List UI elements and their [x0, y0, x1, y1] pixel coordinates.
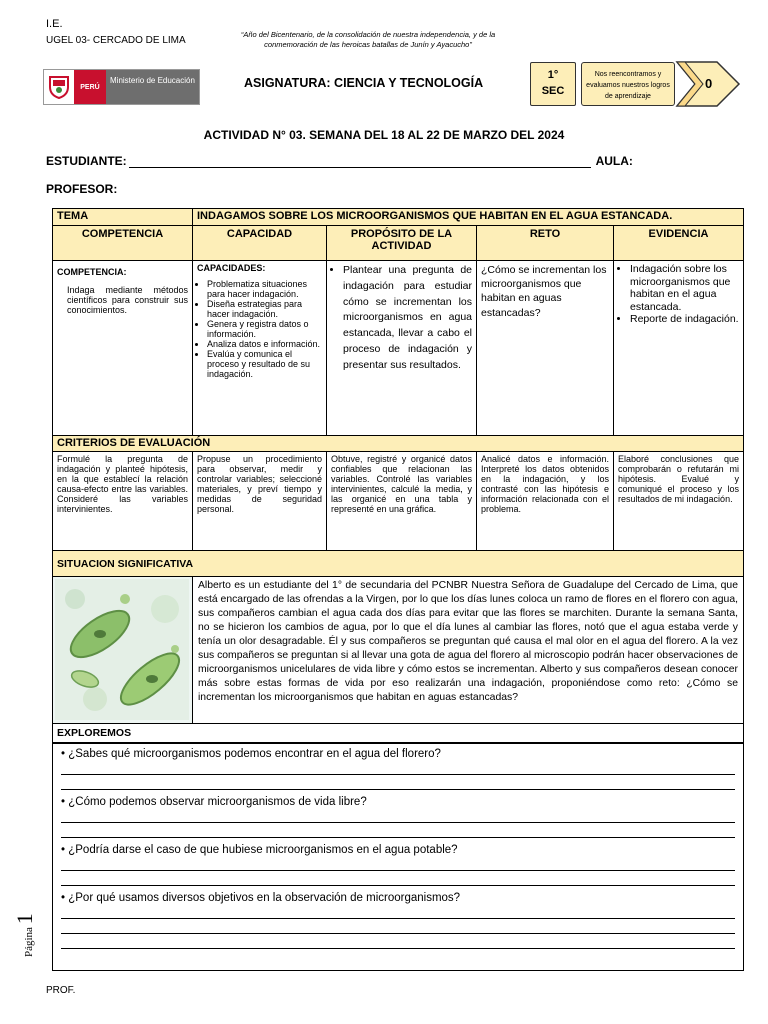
criterios-label: CRITERIOS DE EVALUACIÓN: [57, 437, 211, 449]
aula-label: AULA:: [595, 154, 633, 168]
grade-level: SEC: [541, 85, 565, 97]
header-proposito: PROPÓSITO DE LA ACTIVIDAD: [327, 226, 477, 260]
questions-block: [53, 744, 743, 970]
year-motto: “Año del Bicentenario, de la consolidación de nuestra independencia, y de la conmemoración de las heroicas batallas de Junín y Ayacucho”: [240, 30, 496, 50]
answer-line[interactable]: [61, 760, 735, 775]
answer-line[interactable]: [61, 775, 735, 790]
subject-title: ASIGNATURA: CIENCIA Y TECNOLOGÍA: [244, 76, 484, 90]
header-reto: RETO: [477, 226, 614, 260]
question-text: • ¿Por qué usamos diversos objetivos en la observación de microorganismos?: [61, 892, 461, 904]
proposito-cell: [327, 261, 477, 435]
unit-arrow-value: 0: [705, 76, 713, 91]
student-label: ESTUDIANTE:: [46, 154, 127, 168]
criterios-header-row: [53, 436, 743, 452]
competencia-cell: [53, 261, 193, 435]
paramecium-icon: [55, 579, 189, 720]
student-row: [46, 154, 633, 168]
capacidad-item: • Genera y registra datos o información.: [207, 319, 322, 339]
reto-text: ¿Cómo se incrementan los microorganismos que habitan en aguas estancadas?: [481, 264, 607, 319]
situacion-label: SITUACION SIGNIFICATIVA: [57, 557, 194, 570]
question-item: [61, 844, 735, 886]
answer-line[interactable]: [61, 823, 735, 838]
tema-row: [53, 209, 743, 226]
page-number: 1: [12, 913, 37, 925]
header-capacidad: CAPACIDAD: [193, 226, 327, 260]
evidencia-item: • Indagación sobre los microorganismos que habitan en el agua estancada.: [630, 263, 739, 313]
microorganism-image: [53, 577, 193, 723]
question-text: • ¿Cómo podemos observar microorganismos de vida libre?: [61, 796, 367, 808]
proposito-text: • Plantear una pregunta de indagación para estudiar cómo se incrementan los microorganismos en agua estancada, llevar a cabo el proceso de indagación y presentar sus resultados.: [343, 263, 472, 373]
criterio-cell: Analicé datos e información. Interpreté los datos obtenidos en la indagación, y los contrasté con las hipótesis e información relacionada con el problema.: [477, 452, 614, 550]
situacion-row: [53, 577, 743, 724]
activity-title: ACTIVIDAD N° 03. SEMANA DEL 18 AL 22 DE MARZO DEL 2024: [203, 128, 565, 142]
ugel-label: UGEL 03- CERCADO DE LIMA: [46, 35, 186, 46]
criterio-cell: Obtuve, registré y organicé datos confiables que relacionan las variables. Controlé las variables intervinientes, calculé la media, y las organicé en una tabla y representé en una gráfica.: [327, 452, 477, 550]
tema-value: INDAGAMOS SOBRE LOS MICROORGANISMOS QUE HABITAN EN EL AGUA ESTANCADA.: [197, 210, 673, 222]
page-label: Página: [23, 927, 35, 957]
question-item: [61, 892, 735, 949]
logo-ministry-text: Ministerio de Educación: [106, 70, 199, 104]
capacidad-item: • Evalúa y comunica el proceso y resultado de su indagación.: [207, 349, 322, 379]
logo-peru-text: PERÚ: [74, 70, 106, 104]
exploremos-header-row: [53, 724, 743, 744]
grade-box: [530, 62, 576, 106]
situacion-header-row: [53, 551, 743, 577]
grade-number: 1°: [547, 69, 559, 81]
competencia-title: COMPETENCIA:: [57, 267, 127, 277]
question-text: • ¿Sabes qué microorganismos podemos encontrar en el agua del florero?: [61, 748, 441, 760]
evidencia-cell: [614, 261, 743, 435]
answer-line[interactable]: [61, 871, 735, 886]
situacion-text: Alberto es un estudiante del 1° de secundaria del PCNBR Nuestra Señora de Guadalupe del Cercado de Lima, que está encargado de las ofrendas a la Virgen, por lo que los días lunes coloca un ramo de flores en el florero con agua, sus compañeros cambian el agua cada dos días para evitar que las flores se marchiten. Durante la semana Santa, no se hicieron los cambios de agua, por lo que el día lunes al cambiar las flores, notó que el agua estaba verde y tenía un olor desagradable. Él y sus compañeros se preguntan qué causa el mal olor en el agua del florero. A la vez sus compañeros se preguntan si al llevar una gota de agua del florero al microscopio podrán hacer observaciones de microorganismos unicelulares de vida libre y cómo estos se incrementan. Alberto y sus compañeros desean conocer más sobre estas formas de vida por eso realizarán una indagación, proponiéndose como reto: ¿Cómo se incrementan los microorganismos que habitan en aguas estancadas?: [198, 580, 738, 703]
table-header-row: [53, 226, 743, 261]
competencia-text: Indaga mediante métodos científicos para construir sus conocimientos.: [67, 285, 188, 315]
ministry-logo: [43, 69, 200, 105]
capacidad-cell: [193, 261, 327, 435]
teacher-label: PROFESOR:: [46, 182, 118, 196]
criterio-cell: Elaboré conclusiones que comprobarán o refutarán mi hipótesis. Evalué y comuniqué el proceso y los resultados de mi indagación.: [618, 454, 739, 504]
header-evidencia: EVIDENCIA: [648, 228, 709, 240]
answer-line[interactable]: [61, 808, 735, 823]
criterio-cell: Propuse un procedimiento para observar, medir y controlar variables; seleccioné materiales, y preví tiempo y medidas de seguridad personal.: [193, 452, 327, 550]
header-competencia: COMPETENCIA: [53, 226, 193, 260]
unit-badge: Nos reencontramos y evaluamos nuestros logros de aprendizaje: [581, 62, 675, 106]
capacidades-title: CAPACIDADES:: [197, 263, 266, 273]
question-item: [61, 796, 735, 838]
question-text: • ¿Podría darse el caso de que hubiese microorganismos en el agua potable?: [61, 844, 458, 856]
student-name-field[interactable]: [129, 167, 591, 168]
question-item: [61, 748, 735, 790]
answer-line[interactable]: [61, 904, 735, 919]
peru-shield-icon: [44, 70, 74, 104]
school-label: I.E.: [46, 18, 63, 30]
footer-prof: PROF.: [46, 985, 76, 996]
answer-line[interactable]: [61, 934, 735, 949]
criterios-row: [53, 452, 743, 551]
page-number-block: [12, 905, 72, 965]
answer-line[interactable]: [61, 919, 735, 934]
answer-line[interactable]: [61, 856, 735, 871]
tema-label: TEMA: [53, 209, 193, 225]
activity-table: [52, 208, 744, 971]
reto-cell: [477, 261, 614, 435]
exploremos-label: EXPLOREMOS: [57, 727, 132, 739]
unit-arrow: [675, 60, 741, 113]
criterio-cell: Formulé la pregunta de indagación y planteé hipótesis, en la que establecí la relación causa-efecto entre las variables. Consideré las variables intervinientes.: [53, 452, 193, 550]
capacidad-item: • Problematiza situaciones para hacer indagación.: [207, 279, 322, 299]
capacidad-item: • Diseña estrategias para hacer indagación.: [207, 299, 322, 319]
capacidad-item: • Analiza datos e información.: [207, 339, 322, 349]
content-row: [53, 261, 743, 436]
evidencia-item: • Reporte de indagación.: [630, 313, 739, 326]
